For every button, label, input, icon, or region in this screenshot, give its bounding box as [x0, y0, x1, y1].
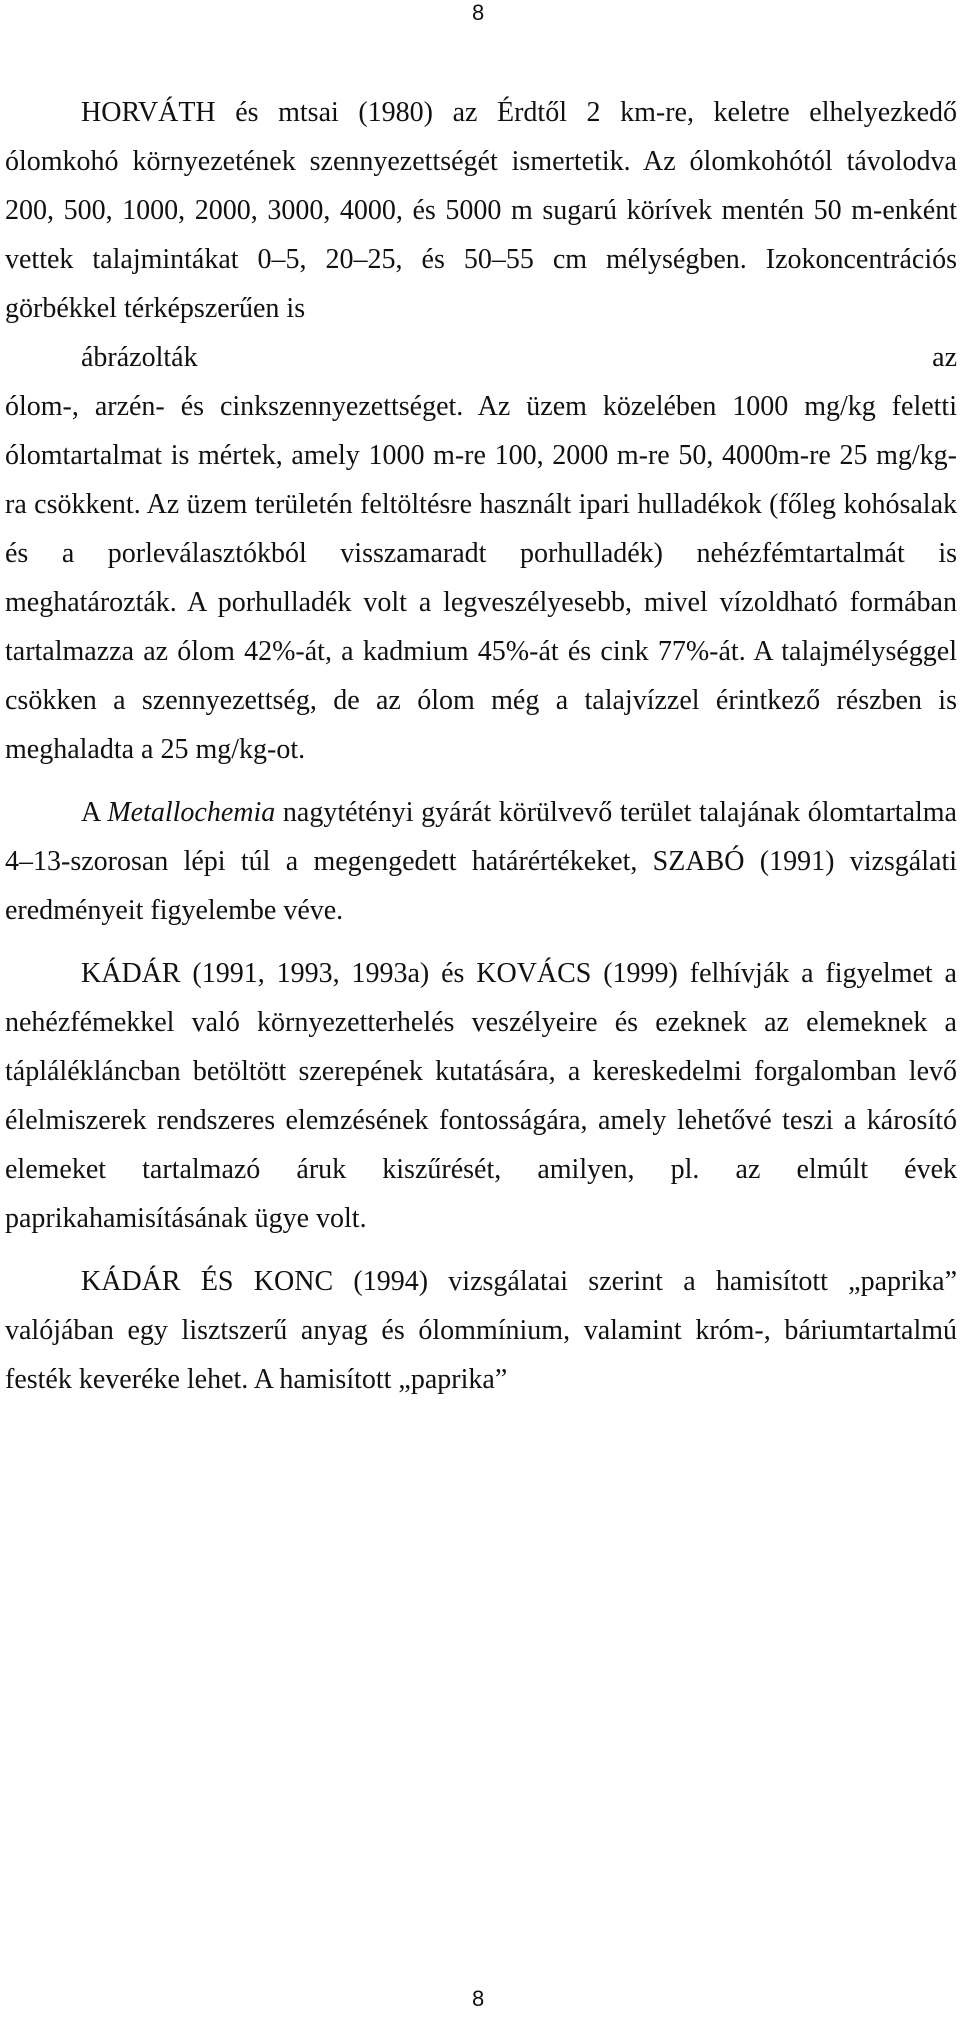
paragraph-metallochemia-before: A [81, 797, 108, 828]
page-number-top: 8 [472, 0, 485, 25]
paragraph-kadar-kovacs: KÁDÁR (1991, 1993, 1993a) és KOVÁCS (1999) felhívják a figyelmet a nehézfémekkel való környezetterhelés veszélyeire és ezeknek az elemeknek a táplálékláncban betöltött szerepének kutatására, a kereskedelmi forgalomban levő élelmiszerek rendszeres elemzésének fontosságára, amely lehetővé teszi a károsító elemeket tartalmazó áruk kiszűrését, amilyen, pl. az elmúlt évek paprikahamisításának ügye volt. [5, 958, 957, 1234]
paragraph-horvath-gap-line [5, 333, 957, 382]
paragraph-horvath-gap-left: ábrázolták [81, 342, 198, 373]
paragraph-metallochemia-after: nagytétényi gyárát körülvevő terület talajának ólomtartalma 4–13-szorosan lépi túl a megengedett határértékeket, SZABÓ (1991) vizsgálati eredményeit figyelembe véve. [5, 797, 957, 926]
paragraph-metallochemia [5, 788, 957, 935]
page-number-bottom: 8 [472, 1986, 485, 2011]
paragraph-horvath [5, 88, 957, 774]
paragraph-horvath-part2: ólom-, arzén- és cinkszennyezettséget. Az üzem közelében 1000 mg/kg feletti ólomtartalmat is mértek, amely 1000 m-re 100, 2000 m-re 50, 4000m-re 25 mg/kg-ra csökkent. Az üzem területén feltöltésre használt ipari hulladékok (főleg kohósalak és a porleválasztókból visszamaradt porhulladék) nehézfémtartalmát is meghatározták. A porhulladék volt a legveszélyesebb, mivel vízoldható formában tartalmazza az ólom 42%-át, a kadmium 45%-át és cink 77%-át. A talajmélységgel csökken a szennyezettség, de az ólom még a talajvízzel érintkező részben is meghaladta a 25 mg/kg-ot. [5, 391, 957, 765]
paragraph-horvath-gap-right: az [932, 342, 957, 373]
paragraph-kadar-konc: KÁDÁR ÉS KONC (1994) vizsgálatai szerint a hamisított „paprika” valójában egy lisztszerű anyag és ólommínium, valamint króm-, báriumtartalmú festék keveréke lehet. A hamisított „paprika” [5, 1266, 957, 1395]
paragraph-horvath-part1: HORVÁTH és mtsai (1980) az Érdtől 2 km-re, keletre elhelyezkedő ólomkohó környezetének szennyezettségét ismertetik. Az ólomkohótól távolodva 200, 500, 1000, 2000, 3000, 4000, és 5000 m sugarú körívek mentén 50 m-enként vettek talajmintákat 0–5, 20–25, és 50–55 cm mélységben. Izokoncentrációs görbékkel térképszerűen is [5, 97, 957, 324]
paragraph-metallochemia-italic: Metallochemia [107, 797, 276, 828]
document-body [5, 88, 957, 1404]
